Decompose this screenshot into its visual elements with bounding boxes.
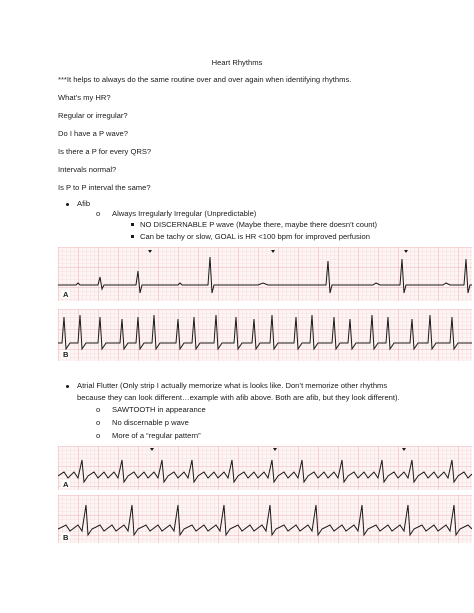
flutter-sub-marker: o (96, 405, 101, 414)
afib-sub-marker: o (96, 209, 101, 218)
afib-heading: Afib (77, 199, 91, 208)
ecg-strip-afib-b (58, 309, 472, 361)
flutter-sub-2: No discernable p wave (112, 418, 189, 427)
question-5: Intervals normal? (58, 165, 117, 174)
intro-text: ***It helps to always do the same routine over and over again when identifying rhythms. (58, 75, 352, 84)
strip-label-b: B (63, 533, 69, 542)
ecg-strip-svg (58, 247, 472, 301)
strip-label-a: A (63, 290, 69, 299)
ecg-strip-flutter-a (58, 446, 472, 490)
ecg-strip-afib-a (58, 247, 472, 301)
question-1: What’s my HR? (58, 93, 111, 102)
square-bullet-icon (131, 223, 134, 226)
flutter-sub-marker: o (96, 418, 101, 427)
bullet-icon (66, 385, 69, 388)
afib-sub-text: Always Irregularly Irregular (Unpredictable) (112, 209, 257, 218)
afib-detail-2: Can be tachy or slow, GOAL is HR <100 bpm for improved perfusion (140, 232, 370, 241)
flutter-sub-3: More of a “regular pattern” (112, 431, 201, 440)
flutter-line-2: because they can look different…example with afib above. Both are afib, but they look different). (77, 393, 400, 402)
ecg-strip-svg (58, 309, 472, 361)
bullet-icon (66, 203, 69, 206)
ecg-strip-svg (58, 446, 472, 490)
afib-detail-1: NO DISCERNABLE P wave (Maybe there, maybe there doesn’t count) (140, 220, 378, 229)
square-bullet-icon (131, 235, 134, 238)
page-title: Heart Rhythms (211, 58, 263, 67)
question-4: Is there a P for every QRS? (58, 147, 152, 156)
strip-label-b: B (63, 350, 69, 359)
flutter-sub-1: SAWTOOTH in appearance (112, 405, 206, 414)
flutter-sub-marker: o (96, 431, 101, 440)
ecg-strip-svg (58, 495, 472, 543)
strip-label-a: A (63, 480, 69, 489)
question-6: Is P to P interval the same? (58, 183, 151, 192)
question-3: Do I have a P wave? (58, 129, 128, 138)
flutter-line-1: Atrial Flutter (Only strip I actually memorize what is looks like. Don’t memorize other rhythms (77, 381, 388, 390)
ecg-strip-flutter-b (58, 495, 472, 543)
question-2: Regular or irregular? (58, 111, 128, 120)
